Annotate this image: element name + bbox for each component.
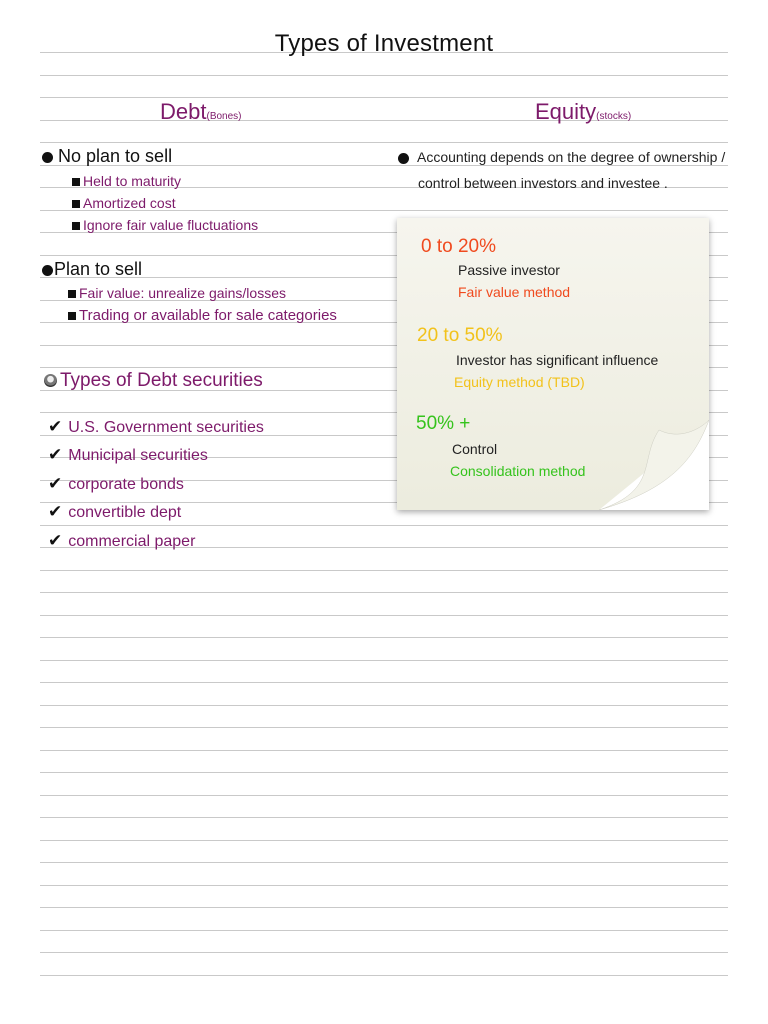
debt-heading — [160, 99, 242, 125]
bullet-icon — [398, 153, 409, 164]
ruled-line — [40, 727, 728, 728]
equity-heading — [535, 99, 631, 125]
list-item — [48, 502, 181, 522]
accounting-text: Accounting depends on the degree of ownership / — [417, 149, 726, 165]
list-item — [68, 285, 286, 301]
ruled-line — [40, 862, 728, 863]
ruled-line — [40, 772, 728, 773]
list-item — [72, 195, 176, 211]
note-role-2: Investor has significant influence — [456, 352, 659, 368]
no-plan-item: Amortized cost — [83, 195, 176, 211]
security-item: convertible dept — [68, 504, 182, 521]
ruled-line — [40, 705, 728, 706]
note-range-3: 50% + — [416, 413, 471, 434]
ruled-line — [40, 907, 728, 908]
note-range-1: 0 to 20% — [421, 236, 496, 257]
plan-to-sell — [42, 259, 142, 280]
note-method-2: Equity method (TBD) — [454, 374, 585, 390]
note-role-1: Passive investor — [458, 262, 560, 278]
ruled-line — [40, 637, 728, 638]
security-item: U.S. Government securities — [68, 419, 264, 436]
ruled-line — [40, 930, 728, 931]
page-curl-icon — [599, 420, 709, 510]
plan-item: Fair value: unrealize gains/losses — [79, 285, 286, 301]
checkmark-icon: ✔ — [48, 531, 63, 550]
square-bullet-icon — [72, 200, 80, 208]
ruled-line — [40, 615, 728, 616]
security-item: commercial paper — [68, 533, 196, 550]
plan-label: Plan to sell — [54, 259, 143, 279]
checkmark-icon: ✔ — [48, 417, 63, 436]
note-method-3: Consolidation method — [450, 463, 586, 479]
debt-heading-note: (Bones) — [206, 111, 242, 122]
security-item: corporate bonds — [68, 476, 184, 493]
plan-item: Trading or available for sale categories — [79, 307, 337, 324]
ruled-line — [40, 817, 728, 818]
checkmark-icon: ✔ — [48, 502, 63, 521]
equity-heading-text: Equity — [535, 99, 597, 124]
list-item — [48, 417, 264, 437]
ruled-line — [40, 750, 728, 751]
equity-accounting-line2: control between investors and investee . — [418, 175, 668, 191]
ruled-line — [40, 952, 728, 953]
debt-heading-text: Debt — [160, 99, 207, 124]
list-item — [48, 531, 195, 551]
no-plan-item: Ignore fair value fluctuations — [83, 217, 259, 233]
bullet-icon — [42, 265, 53, 276]
no-plan-to-sell — [42, 146, 172, 167]
square-bullet-icon — [68, 312, 76, 320]
ruled-line — [40, 525, 728, 526]
square-bullet-icon — [72, 222, 80, 230]
ruled-line — [40, 97, 728, 98]
checkmark-icon: ✔ — [48, 445, 63, 464]
square-bullet-icon — [68, 290, 76, 298]
note-range-2: 20 to 50% — [417, 325, 503, 346]
checkmark-icon: ✔ — [48, 474, 63, 493]
list-item — [48, 474, 184, 494]
no-plan-item: Held to maturity — [83, 173, 182, 189]
ruled-line — [40, 795, 728, 796]
list-item — [72, 173, 181, 189]
note-role-3: Control — [452, 441, 498, 457]
no-plan-label: No plan to sell — [58, 146, 173, 166]
ring-bullet-icon — [44, 374, 57, 387]
ruled-line — [40, 975, 728, 976]
list-item — [68, 307, 337, 324]
ruled-line — [40, 840, 728, 841]
sticky-note — [397, 218, 709, 510]
note-method-1: Fair value method — [458, 284, 571, 300]
ruled-line — [40, 75, 728, 76]
equity-heading-note: (stocks) — [596, 111, 632, 122]
equity-accounting-line1 — [398, 149, 725, 165]
square-bullet-icon — [72, 178, 80, 186]
security-item: Municipal securities — [68, 447, 208, 464]
ruled-line — [40, 142, 728, 143]
list-item — [72, 217, 258, 233]
debt-securities-heading-text: Types of Debt securities — [60, 370, 263, 391]
bullet-icon — [42, 152, 53, 163]
ruled-line — [40, 885, 728, 886]
ruled-line — [40, 570, 728, 571]
page-title: Types of Investment — [274, 30, 494, 57]
debt-securities-heading — [44, 370, 263, 392]
list-item — [48, 445, 208, 465]
ruled-line — [40, 592, 728, 593]
ruled-line — [40, 660, 728, 661]
ruled-line — [40, 682, 728, 683]
